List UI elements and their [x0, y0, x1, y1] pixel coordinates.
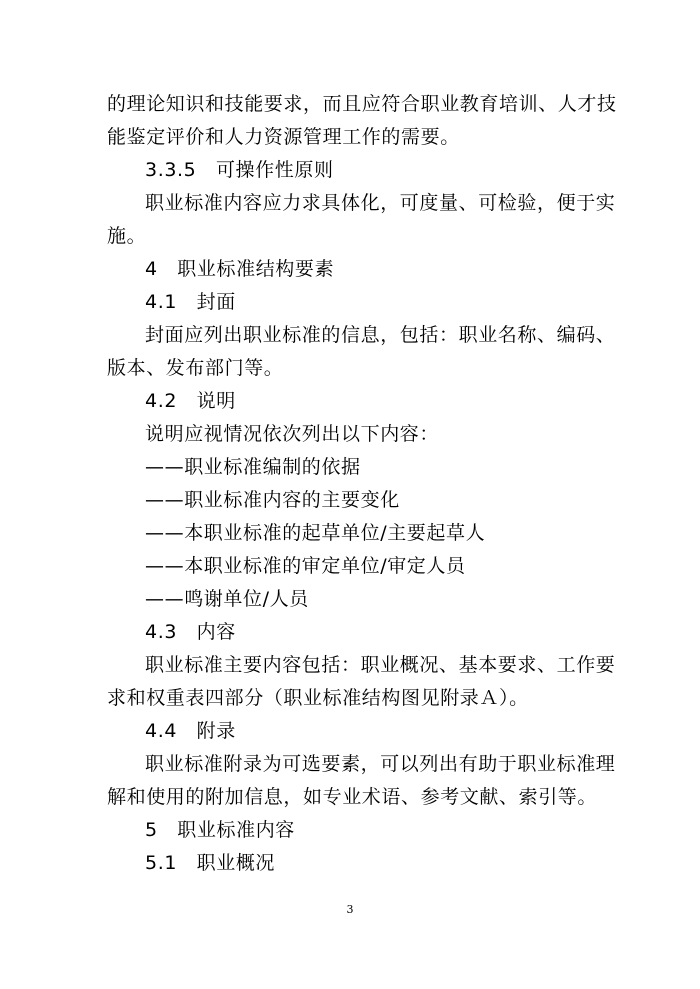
section-heading: 4.4 附录: [145, 720, 236, 742]
section-heading: 4.3 内容: [145, 621, 236, 643]
section-heading: 3.3.5 可操作性原则: [145, 159, 334, 181]
paragraph-line: 职业标准附录为可选要素，可以列出有助于职业标准理: [145, 753, 616, 775]
paragraph-line: 的理论知识和技能要求，而且应符合职业教育培训、人才技: [107, 93, 617, 115]
list-item: ——职业标准编制的依据: [145, 456, 361, 478]
paragraph-line: 职业标准内容应力求具体化，可度量、可检验，便于实: [145, 192, 616, 214]
paragraph-line: 版本、发布部门等。: [107, 357, 284, 379]
paragraph-line: 解和使用的附加信息，如专业术语、参考文献、索引等。: [107, 786, 598, 808]
list-item: ——鸣谢单位/人员: [145, 588, 309, 610]
section-heading: 5 职业标准内容: [145, 819, 295, 841]
paragraph-line: 职业标准主要内容包括：职业概况、基本要求、工作要: [145, 654, 616, 676]
section-heading: 4.1 封面: [145, 291, 236, 313]
paragraph-line: 施。: [107, 225, 147, 247]
list-item: ——职业标准内容的主要变化: [145, 489, 400, 511]
page-number: 3: [346, 903, 354, 916]
list-item: ——本职业标准的审定单位/审定人员: [145, 555, 466, 577]
section-heading: 5.1 职业概况: [145, 852, 276, 874]
list-item: ——本职业标准的起草单位/主要起草人: [145, 522, 486, 544]
paragraph-line: 求和权重表四部分（职业标准结构图见附录Ａ）。: [107, 687, 529, 709]
paragraph-line: 能鉴定评价和人力资源管理工作的需要。: [107, 126, 460, 148]
paragraph-line: 封面应列出职业标准的信息，包括：职业名称、编码、: [145, 324, 616, 346]
paragraph-line: 说明应视情况依次列出以下内容：: [145, 423, 440, 445]
section-heading: 4 职业标准结构要素: [145, 258, 335, 280]
section-heading: 4.2 说明: [145, 390, 236, 412]
